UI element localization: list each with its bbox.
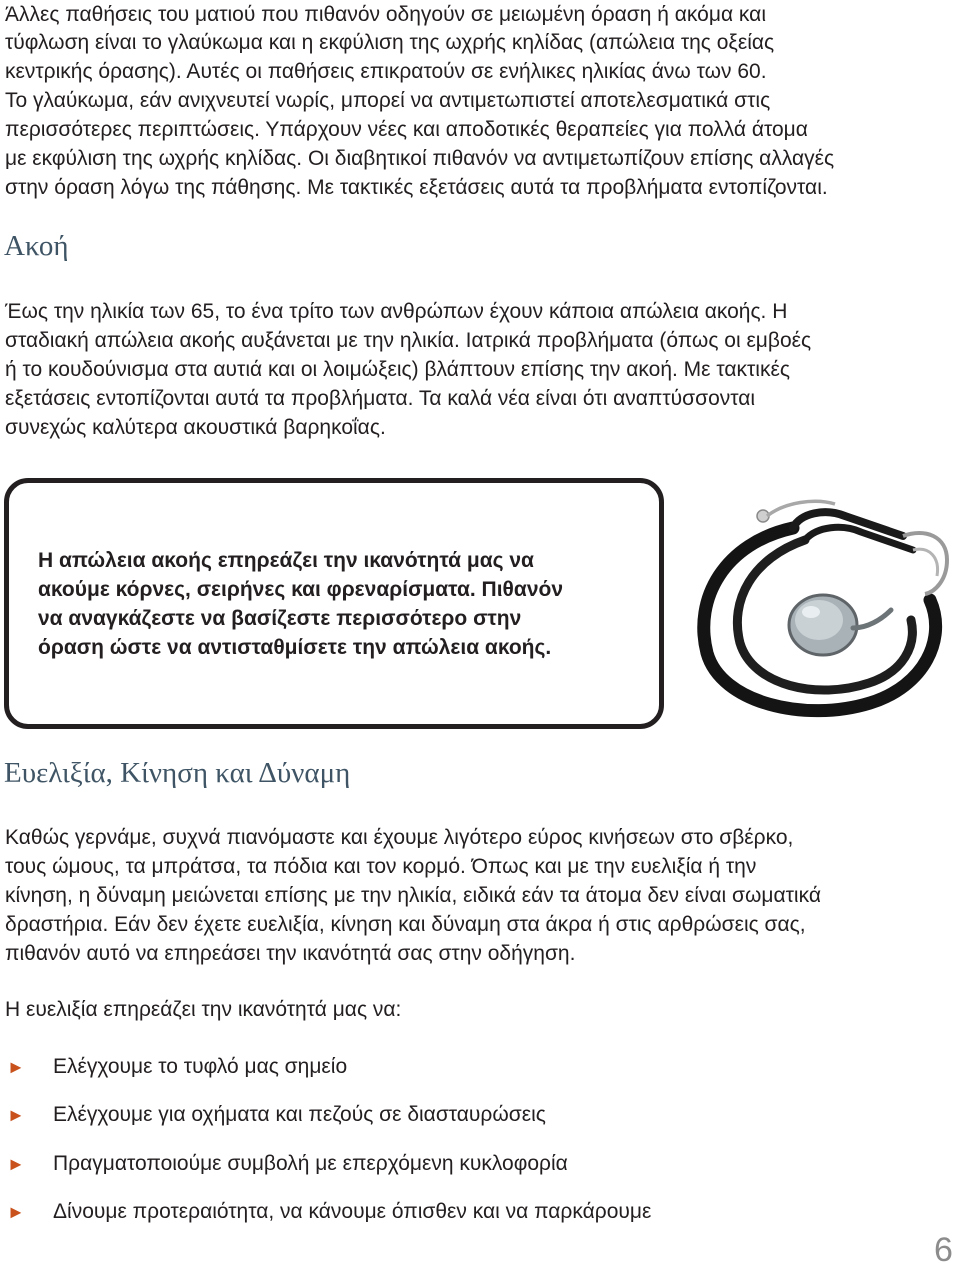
callout-line: να αναγκάζεστε να βασίζεστε περισσότερο στην: [38, 607, 522, 630]
list-item: Δίνουμε προτεραιότητα, να κάνουμε όπισθεν και να παρκάρουμε: [53, 1200, 652, 1223]
list-item: Ελέγχουμε το τυφλό μας σημείο: [53, 1055, 348, 1078]
text-line: εξετάσεις εντοπίζονται αυτά τα προβλήματα. Τα καλά νέα είναι ότι αναπτύσσονται: [5, 387, 756, 410]
text-line: συνεχώς καλύτερα ακουστικά βαρηκοΐας.: [5, 416, 386, 439]
bullet-arrow-icon: ►: [7, 1057, 25, 1077]
text-line: τύφλωση είναι το γλαύκωμα και η εκφύλιση της ωχρής κηλίδας (απώλεια της οξείας: [5, 31, 775, 54]
section-heading-hearing: Ακοή: [4, 230, 69, 262]
bullet-arrow-icon: ►: [7, 1154, 25, 1174]
text-line: κεντρικής όρασης). Αυτές οι παθήσεις επικρατούν σε ενήλικες ηλικίας άνω των 60.: [5, 60, 767, 83]
page-number: 6: [934, 1231, 953, 1269]
list-item: Ελέγχουμε για οχήματα και πεζούς σε διασταυρώσεις: [53, 1103, 546, 1126]
stethoscope-illustration: [685, 488, 955, 728]
text-line: με εκφύλιση της ωχρής κηλίδας. Οι διαβητικοί πιθανόν να αντιμετωπίζουν επίσης αλλαγές: [5, 147, 835, 170]
bullet-arrow-icon: ►: [7, 1202, 25, 1222]
text-line: σταδιακή απώλεια ακοής αυξάνεται με την ηλικία. Ιατρικά προβλήματα (όπως οι εμβοές: [5, 329, 812, 352]
hearing-callout-box: [4, 478, 664, 729]
list-item: Πραγματοποιούμε συμβολή με επερχόμενη κυκλοφορία: [53, 1152, 568, 1175]
text-line: ή το κουδούνισμα στα αυτιά και οι λοιμώξεις) βλάπτουν επίσης την ακοή. Με τακτικές: [5, 358, 790, 381]
text-line: Καθώς γερνάμε, συχνά πιανόμαστε και έχουμε λιγότερο εύρος κινήσεων στο σβέρκο,: [5, 826, 794, 849]
flexibility-intro: Η ευελιξία επηρεάζει την ικανότητά μας να:: [5, 998, 402, 1021]
callout-line: ακούμε κόρνες, σειρήνες και φρεναρίσματα. Πιθανόν: [38, 578, 563, 601]
callout-line: Η απώλεια ακοής επηρεάζει την ικανότητά μας να: [38, 549, 534, 572]
bullet-arrow-icon: ►: [7, 1105, 25, 1125]
text-line: κίνηση, η δύναμη μειώνεται επίσης με την ηλικία, ειδικά εάν τα άτομα δεν είναι σωματικά: [5, 884, 821, 907]
text-line: τους ώμους, τα μπράτσα, τα πόδια και τον κορμό. Όπως και με την ευελιξία ή την: [5, 855, 757, 878]
text-line: Άλλες παθήσεις του ματιού που πιθανόν οδηγούν σε μειωμένη όραση ή ακόμα και: [5, 3, 766, 26]
text-line: περισσότερες περιπτώσεις. Υπάρχουν νέες και αποδοτικές θεραπείες για πολλά άτομα: [5, 118, 808, 141]
text-line: στην όραση λόγω της πάθησης. Με τακτικές εξετάσεις αυτά τα προβλήματα εντοπίζονται.: [5, 176, 828, 199]
callout-line: όραση ώστε να αντισταθμίσετε την απώλεια ακοής.: [38, 636, 552, 659]
text-line: Έως την ηλικία των 65, το ένα τρίτο των ανθρώπων έχουν κάποια απώλεια ακοής. Η: [5, 300, 788, 323]
section-heading-flexibility: Ευελιξία, Κίνηση και Δύναμη: [4, 757, 351, 789]
text-line: Το γλαύκωμα, εάν ανιχνευτεί νωρίς, μπορεί να αντιμετωπιστεί αποτελεσματικά στις: [5, 89, 771, 112]
text-line: δραστήρια. Εάν δεν έχετε ευελιξία, κίνηση και δύναμη στα άκρα ή στις αρθρώσεις σας,: [5, 913, 806, 936]
text-line: πιθανόν αυτό να επηρεάσει την ικανότητά σας στην οδήγηση.: [5, 942, 576, 965]
